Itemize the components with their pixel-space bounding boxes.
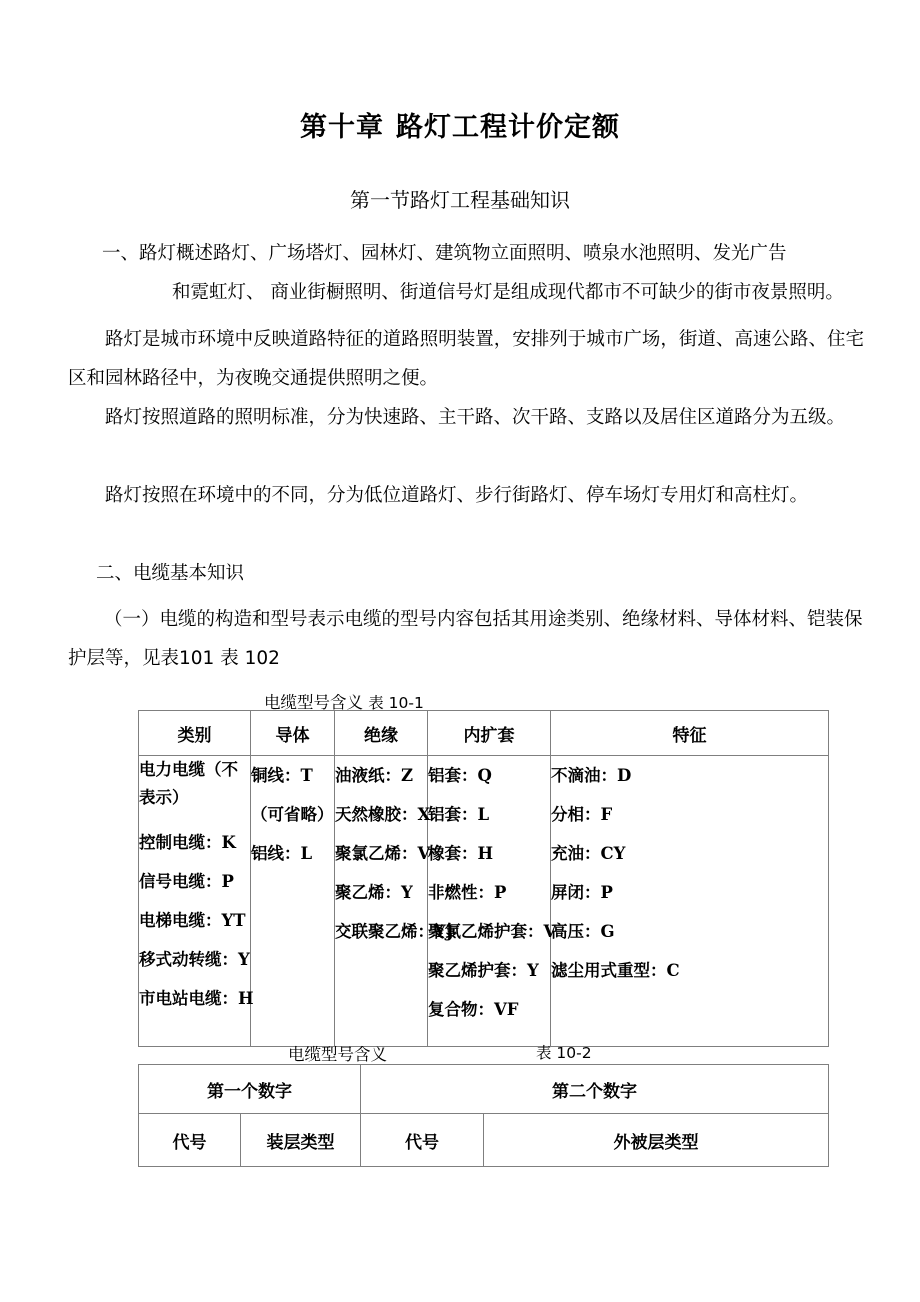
table-10-2-sub-header: 代号	[139, 1114, 241, 1167]
list-item: 高压：G	[551, 922, 615, 941]
list-item: 滤尘用式重型：C	[551, 961, 680, 980]
list-item: 聚乙烯护套：Y	[428, 961, 539, 980]
table-10-1-caption-name: 电缆型号含义	[264, 693, 363, 712]
table-10-1-header-cell: 导体	[251, 711, 335, 756]
table-10-2-group-header: 第二个数字	[361, 1065, 829, 1114]
paragraph-5	[68, 600, 864, 678]
table-10-1-cell-sheath	[428, 756, 557, 1047]
title-chapter: 第十章	[300, 112, 384, 143]
list-item: 分相：F	[551, 805, 613, 824]
table-10-1-header-cell: 类别	[139, 711, 251, 756]
section-title: 第一节路灯工程基础知识	[350, 188, 570, 212]
paragraph-1-line-2	[68, 273, 864, 312]
table-10-1-header-cell: 内扩套	[428, 711, 551, 756]
heading-2-label: 二、电缆基本知识	[96, 563, 245, 584]
table-10-2-sub-header: 代号	[361, 1114, 484, 1167]
table-10-2-sub-header: 装层类型	[241, 1114, 361, 1167]
paragraph-4-text: 路灯按照在环境中的不同，分为低位道路灯、步行街路灯、停车场灯专用灯和高柱灯。	[105, 485, 809, 506]
table-10-2	[138, 1064, 829, 1167]
table-10-2-caption-name: 电缆型号含义	[288, 1045, 387, 1064]
page-title	[0, 112, 920, 144]
list-item: 橡套：H	[428, 844, 494, 863]
paragraph-1-text-a: 路灯、广场塔灯、园林灯、建筑物立面照明、喷泉水池照明、发光广告	[213, 243, 787, 264]
list-item: 信号电缆：P	[139, 872, 234, 891]
list-item: 铝套：L	[428, 805, 490, 824]
table-10-1-cell-feature	[551, 756, 829, 1047]
table-10-1-cell-conductor	[251, 756, 335, 1047]
table-10-1	[138, 710, 829, 1047]
list-item: 复合物：VF	[428, 1000, 519, 1019]
table-10-2-sub-header: 外被层类型	[484, 1114, 829, 1167]
paragraph-1-line-1	[68, 234, 864, 273]
list-item: 控制电缆：K	[139, 833, 236, 852]
paragraph-3-text: 路灯按照道路的照明标准，分为快速路、主干路、次干路、支路以及居住区道路分为五级。	[105, 407, 846, 428]
paragraph-3	[68, 398, 864, 437]
title-name: 路灯工程计价定额	[396, 112, 620, 143]
list-item: 天然橡胶：X	[335, 805, 431, 824]
table-10-1-caption-number: 表 10-1	[368, 694, 424, 712]
table-10-1-cell-insulation	[335, 756, 454, 1047]
list-item: 市电站电缆：H	[139, 989, 254, 1008]
list-item: 聚乙烯：Y	[335, 883, 413, 902]
list-item: 不滴油：D	[551, 766, 632, 785]
heading-1-label: 一、路灯概述	[102, 243, 214, 264]
list-item: 油液纸：Z	[335, 766, 414, 785]
table-10-1-header-cell: 特征	[551, 711, 829, 756]
list-item: 电力电缆（不表示）	[139, 760, 238, 807]
table-10-1-header-row	[139, 711, 829, 756]
table-10-1-header-cell: 绝缘	[335, 711, 428, 756]
list-item: 充油：CY	[551, 844, 626, 863]
table-10-1-body-row	[139, 756, 829, 1047]
table-10-2-group-header: 第一个数字	[139, 1065, 361, 1114]
list-item: 非燃性：P	[428, 883, 507, 902]
list-item: 聚氯乙烯：V	[335, 844, 431, 863]
list-item: 交联聚乙烯：YJ	[335, 922, 454, 941]
paragraph-5-text: 电缆的型号内容包括其用途类别、绝缘材料、导体材料、铠装保护层等，见表101 表 102	[68, 609, 863, 669]
list-item: 铝套：Q	[428, 766, 492, 785]
heading-2	[68, 554, 864, 593]
paragraph-5-label: （一）电缆的构造和型号表示	[104, 609, 345, 630]
table-10-2-caption-number: 表 10-2	[536, 1044, 592, 1062]
paragraph-1-text-b: 和霓虹灯、 商业街橱照明、街道信号灯是组成现代都市不可缺少的街市夜景照明。	[172, 282, 844, 303]
table-10-1-cell-category	[139, 756, 254, 1047]
list-item: 移式动转缆：Y	[139, 950, 250, 969]
table-10-2-group-header-row	[139, 1065, 829, 1114]
list-item: 电梯电缆：YT	[139, 911, 246, 930]
list-item: 铜线：T （可省略）	[251, 766, 334, 824]
paragraph-2	[68, 320, 864, 398]
list-item: 屏闭：P	[551, 883, 613, 902]
paragraph-2-text: 路灯是城市环境中反映道路特征的道路照明装置，安排列于城市广场，街道、高速公路、住宅区和园林路径中，为夜晚交通提供照明之便。	[68, 329, 864, 389]
list-item: 铝线：L	[251, 844, 313, 863]
table-10-2-sub-header-row	[139, 1114, 829, 1167]
paragraph-4	[68, 476, 864, 515]
list-item: 聚氯乙烯护套：V	[428, 922, 557, 941]
